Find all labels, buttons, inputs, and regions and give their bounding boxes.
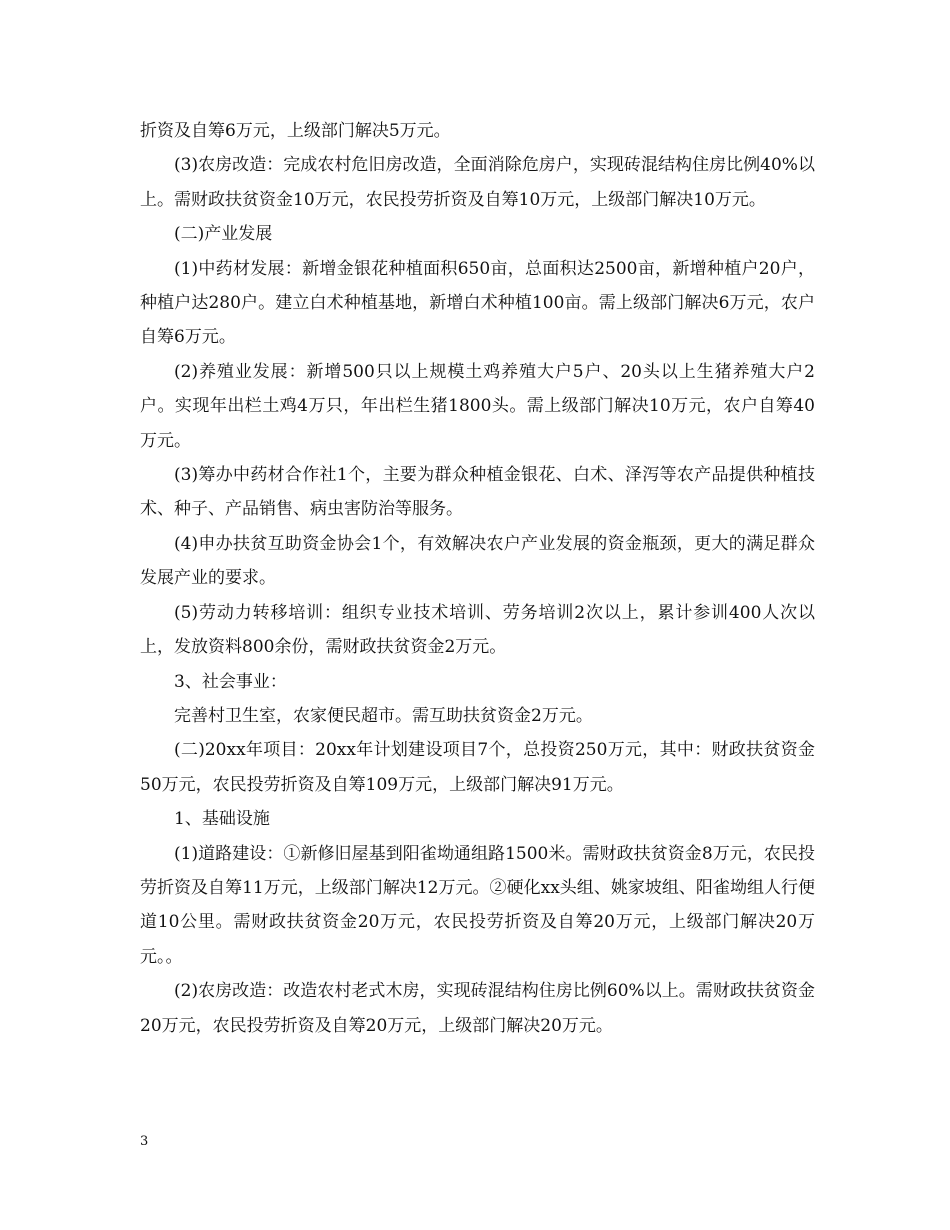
paragraph: 1、基础设施 — [174, 809, 270, 830]
page-number: 3 — [140, 1134, 149, 1149]
paragraph: (1)中药材发展：新增金银花种植面积650亩，总面积达2500亩，新增种植户20户，种植户达280户。建立白术种植基地，新增白术种植100亩。需上级部门解决6万元，农户自筹6万元。 — [140, 258, 815, 348]
paragraph: (5)劳动力转移培训：组织专业技术培训、劳务培训2次以上，累计参训400人次以上，发放资料800余份，需财政扶贫资金2万元。 — [140, 602, 815, 658]
paragraph: 完善村卫生室，农家便民超市。需互助扶贫资金2万元。 — [174, 705, 593, 726]
document-body — [140, 114, 815, 1043]
paragraph: (3)筹办中药材合作社1个，主要为群众种植金银花、白术、泽泻等农产品提供种植技术、种子、产品销售、病虫害防治等服务。 — [140, 465, 815, 520]
paragraph: (4)申办扶贫互助资金协会1个，有效解决农户产业发展的资金瓶颈，更大的满足群众发展产业的要求。 — [140, 533, 815, 589]
paragraph: (二)产业发展 — [174, 224, 273, 245]
paragraph: (二)20xx年项目：20xx年计划建设项目7个，总投资250万元，其中：财政扶贫资金50万元，农民投劳折资及自筹109万元，上级部门解决91万元。 — [140, 740, 815, 795]
paragraph: (2)养殖业发展：新增500只以上规模土鸡养殖大户5户、20头以上生猪养殖大户2户。实现年出栏土鸡4万只，年出栏生猪1800头。需上级部门解决10万元，农户自筹40万元。 — [140, 361, 815, 451]
paragraph: 折资及自筹6万元，上级部门解决5万元。 — [140, 121, 451, 141]
paragraph: (3)农房改造：完成农村危旧房改造，全面消除危房户，实现砖混结构住房比例40%以上。需财政扶贫资金10万元，农民投劳折资及自筹10万元，上级部门解决10万元。 — [140, 155, 815, 210]
paragraph: (1)道路建设：①新修旧屋基到阳雀坳通组路1500米。需财政扶贫资金8万元，农民投劳折资及自筹11万元，上级部门解决12万元。②硬化xx头组、姚家坡组、阳雀坳组人行便道10公里。需财政扶贫资金20万元，农民投劳折资及自筹20万元，上级部门解决20万元。。 — [140, 843, 815, 967]
paragraph: (2)农房改造：改造农村老式木房，实现砖混结构住房比例60%以上。需财政扶贫资金20万元，农民投劳折资及自筹20万元，上级部门解决20万元。 — [140, 981, 815, 1036]
paragraph: 3、社会事业： — [174, 671, 287, 692]
